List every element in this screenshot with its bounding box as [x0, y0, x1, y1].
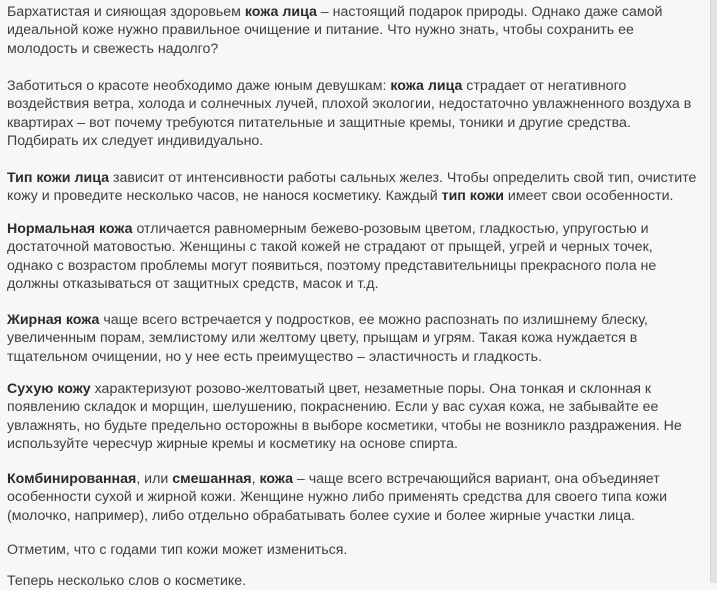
text-segment: страдает от негативного воздействия ветра, холода и солнечных лучей, плохой экологии, недостаточно увлажненного воздуха в квартирах – вот почему требуются питательные и защитные кремы, тоники и другие средства. Подбирать их следует индивидуально.: [7, 78, 692, 149]
scrollbar[interactable]: [710, 0, 717, 583]
text-segment: Отметим, что с годами тип кожи может измениться.: [7, 542, 348, 558]
text-segment: – настоящий подарок природы. Однако даже самой идеальной коже нужно правильное очищение и питание. Что нужно знать, чтобы сохранить ее молодость и свежесть надолго?: [7, 4, 663, 57]
paragraph-care: [7, 77, 702, 150]
text-segment: Бархатистая и сияющая здоровьем: [7, 4, 245, 20]
text-segment: – чаще всего встречающийся вариант, она объединяет особенности сухой и жирной кожи. Женщине нужно либо применять средства для своего типа кожи (молочко, например), либо отдельно обрабатывать более сухие и более жирные участки лица.: [7, 471, 667, 524]
paragraph-normal-skin: [7, 220, 699, 293]
bold-term: тип кожи: [441, 188, 504, 205]
text-segment: чаще всего встречается у подростков, ее можно распознать по излишнему блеску, увеличенным порам, землистому или желтому цвету, прыщам и угрям. Такая кожа нуждается в тщательном очищении, но у нее есть преимущество – эластичность и гладкость.: [7, 312, 648, 365]
bold-term: Комбинированная: [7, 471, 137, 487]
bold-term: смешанная: [172, 471, 252, 487]
bold-term: кожа лица: [390, 78, 463, 94]
text-segment: характеризуют розово-желтоватый цвет, незаметные поры. Она тонкая и склонная к появлению складок и морщин, шелушению, покраснению. Если у вас сухая кожа, не забывайте ее увлажнять, но будьте предельно осторожны в выборе косметики, чтобы не возникло раздражения. Не используйте чересчур жирные кремы и косметику на основе спирта.: [7, 381, 682, 452]
text-segment: зависит от интенсивности работы сальных желез. Чтобы определить свой тип, очистите кожу и проведите несколько часов, не нанося косметику. Каждый: [7, 170, 697, 205]
text-segment: Заботиться о красоте необходимо даже юным девушкам:: [7, 78, 391, 94]
text-segment: отличается равномерным бежево-розовым цветом, гладкостью, упругостью и достаточной матовостью. Женщины с такой кожей не страдают от прыщей, угрей и черных точек, однако с возрастом проблемы могут появиться, поэтому представительницы прекрасного пола не должны отказываться от защитных средств, масок и т.д.: [7, 221, 657, 292]
text-segment: ,: [251, 471, 260, 487]
paragraph-dry-skin: [7, 380, 697, 453]
text-segment: Теперь несколько слов о косметике.: [7, 573, 247, 589]
bold-term: Сухую кожу: [7, 381, 91, 397]
bold-term: Тип кожи лица: [7, 170, 109, 186]
text-segment: имеет свои особенности.: [503, 188, 674, 205]
text-segment: , или: [136, 471, 173, 487]
paragraph-age-note: [7, 541, 707, 559]
bold-term: кожа: [259, 471, 293, 487]
paragraph-cosmetics-intro: [7, 572, 707, 590]
paragraph-oily-skin: [7, 311, 699, 366]
bold-term: кожа лица: [244, 4, 317, 20]
bold-term: Жирная кожа: [7, 312, 100, 328]
paragraph-skin-type: [7, 169, 712, 206]
paragraph-combination-skin: [7, 470, 702, 525]
paragraph-intro: [7, 3, 707, 58]
bold-term: Нормальная кожа: [7, 221, 133, 237]
